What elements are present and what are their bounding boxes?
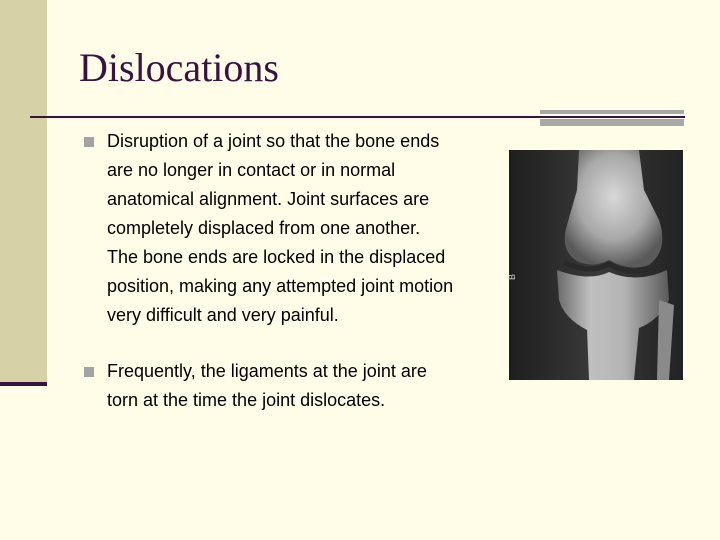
bullet-text-1 <box>107 127 507 330</box>
bullet-line: completely displaced from one another. <box>107 218 421 238</box>
bullet-line: are no longer in contact or in normal <box>107 160 396 180</box>
bullet-line: Disruption of a joint so that the bone ends <box>107 131 440 151</box>
sidebar-accent-line <box>0 382 47 386</box>
knee-xray-image <box>509 150 683 380</box>
title-divider <box>30 116 685 118</box>
slide-title: Dislocations <box>79 45 279 90</box>
bullet-line: position, making any attempted joint motion <box>107 276 454 296</box>
bullet-marker <box>84 137 94 147</box>
bullet-line: The bone ends are locked in the displaced <box>107 247 446 267</box>
accent-bar-bottom <box>540 119 684 126</box>
bullet-marker <box>84 367 94 377</box>
accent-bar-top <box>540 110 684 114</box>
bullet-line: Frequently, the ligaments at the joint are <box>107 361 427 381</box>
bullet-text-2 <box>107 357 507 415</box>
sidebar-decoration <box>0 0 47 384</box>
svg-text:B: B <box>507 273 517 280</box>
bullet-line: torn at the time the joint dislocates. <box>107 390 386 410</box>
bullet-line: very difficult and very painful. <box>107 305 339 325</box>
bullet-line: anatomical alignment. Joint surfaces are <box>107 189 430 209</box>
